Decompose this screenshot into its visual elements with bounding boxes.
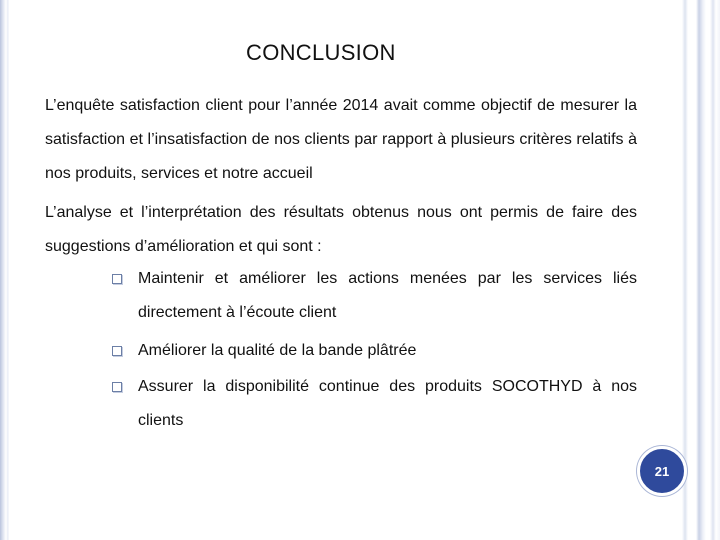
slide-title: CONCLUSION [246, 40, 396, 65]
intro-paragraph: L’enquête satisfaction client pour l’année 2014 avait comme objectif de mesurer la satisfaction et l’insatisfaction de nos clients par rapport à plusieurs critères relatifs à nos produits, services et notre accueil [45, 97, 637, 182]
left-frame-border [0, 0, 9, 540]
suggestions-list [110, 262, 637, 438]
square-bullet-icon [112, 382, 122, 392]
list-item [110, 262, 637, 330]
list-item [110, 334, 637, 368]
list-item-text: Maintenir et améliorer les actions menées par les services liés directement à l’écoute client [138, 270, 637, 321]
square-bullet-icon [112, 346, 122, 356]
right-frame-border [682, 0, 720, 540]
square-bullet-icon [112, 274, 122, 284]
list-item [110, 370, 637, 438]
list-item-text: Améliorer la qualité de la bande plâtrée [138, 342, 417, 359]
page-number-badge: 21 [637, 446, 687, 496]
analysis-paragraph: L’analyse et l’interprétation des résultats obtenus nous ont permis de faire des suggestions d’amélioration et qui sont : [45, 204, 637, 255]
list-item-text: Assurer la disponibilité continue des produits SOCOTHYD à nos clients [138, 378, 637, 429]
